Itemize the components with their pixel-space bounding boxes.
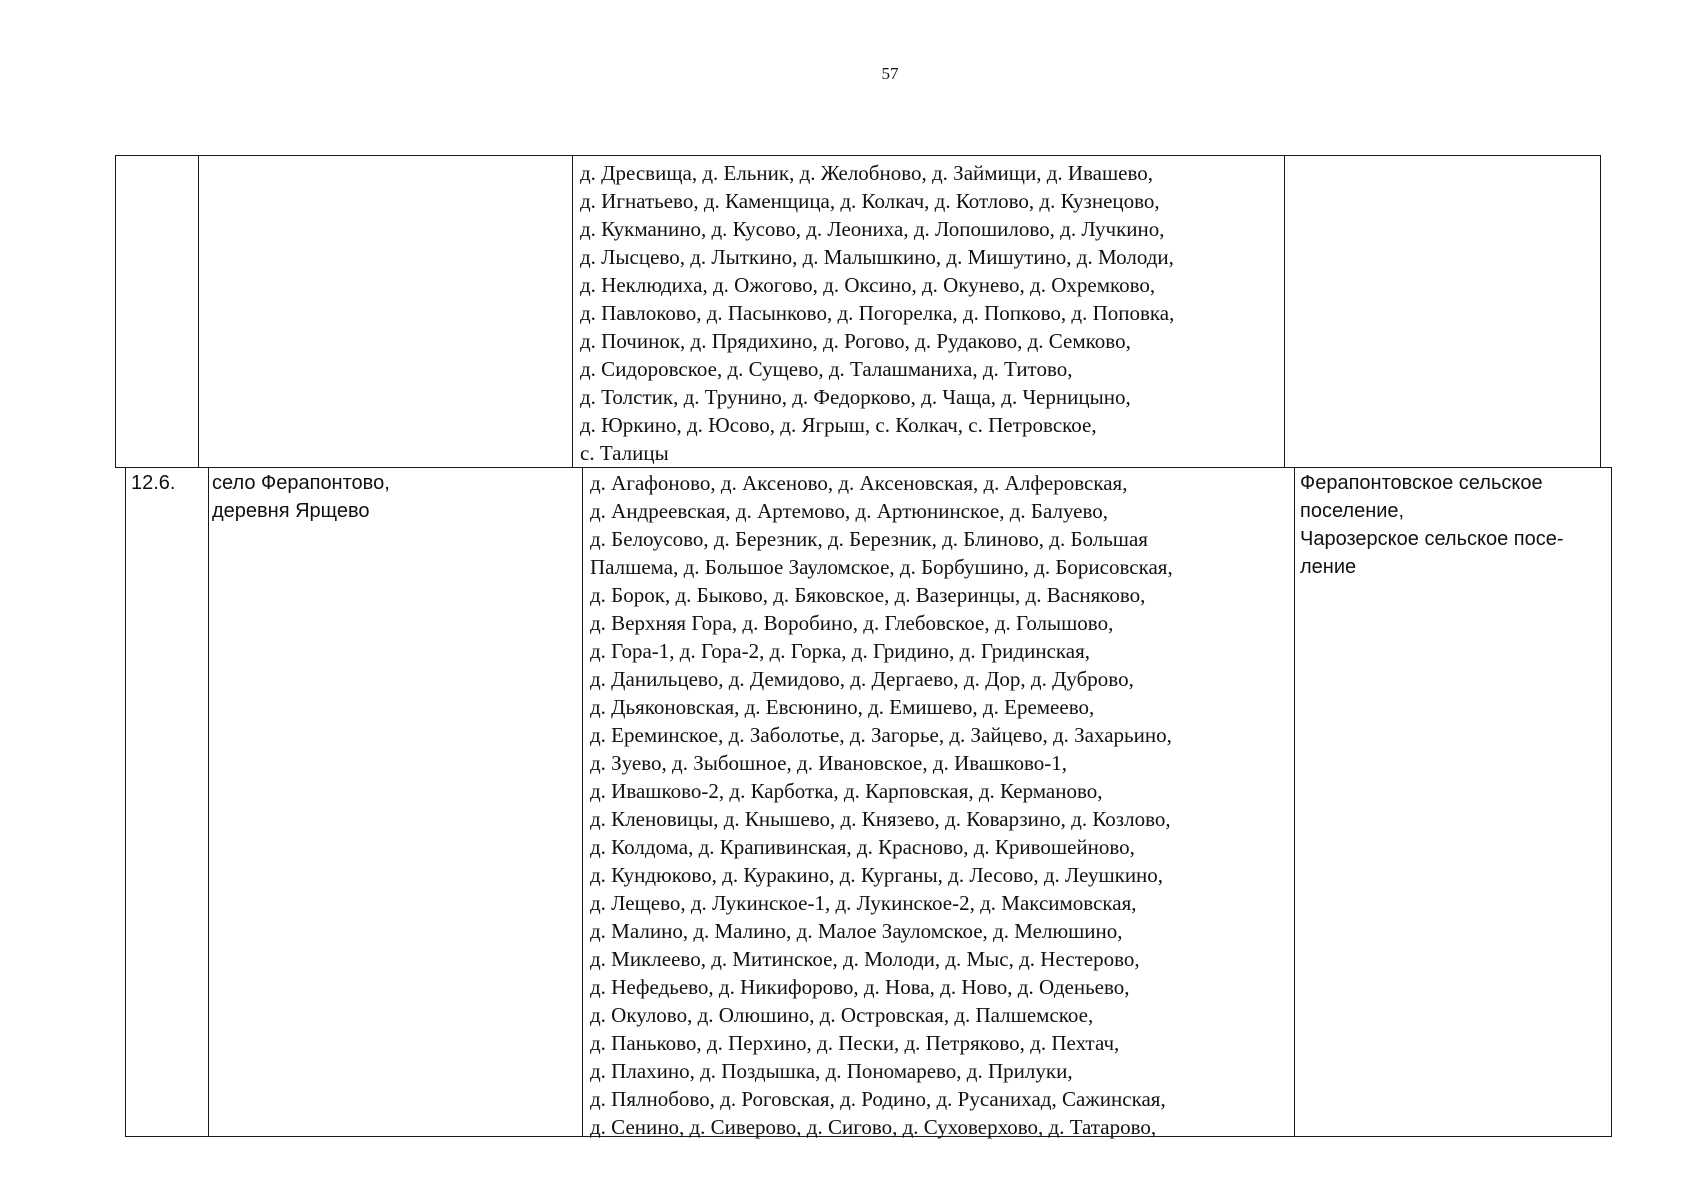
column-divider xyxy=(582,468,583,1136)
settlements-line: д. Миклеево, д. Митинское, д. Молоди, д. Мыс, д. Нестерово, xyxy=(590,947,1140,971)
settlements-line: д. Верхняя Гора, д. Воробино, д. Глебовское, д. Голышово, xyxy=(590,611,1114,635)
settlements-line: д. Ереминское, д. Заболотье, д. Загорье, д. Зайцево, д. Захарьино, xyxy=(590,723,1172,747)
settlements-line: с. Талицы xyxy=(580,441,669,465)
settlements-line: д. Дресвища, д. Ельник, д. Желобново, д. Займищи, д. Ивашево, xyxy=(580,161,1154,185)
settlements-line: д. Гора-1, д. Гора-2, д. Горка, д. Гридино, д. Гридинская, xyxy=(590,639,1091,663)
table-row-continuation xyxy=(115,155,1601,468)
settlements-line: д. Белоусово, д. Березник, д. Березник, д. Блиново, д. Большая xyxy=(590,527,1148,551)
settlements-line: д. Кленовицы, д. Кнышево, д. Князево, д. Коварзино, д. Козлово, xyxy=(590,807,1171,831)
locality-name-line: село Ферапонтово, xyxy=(212,472,390,494)
settlements-line: д. Кундюково, д. Куракино, д. Курганы, д. Лесово, д. Леушкино, xyxy=(590,863,1164,887)
settlements-line: д. Окулово, д. Олюшино, д. Островская, д. Палшемское, xyxy=(590,1003,1094,1027)
column-divider xyxy=(1294,468,1295,1136)
settlements-line: д. Павлоково, д. Пасынково, д. Погорелка, д. Попково, д. Поповка, xyxy=(580,301,1175,325)
column-divider xyxy=(572,156,573,467)
settlements-line: д. Агафоново, д. Аксеново, д. Аксеновская, д. Алферовская, xyxy=(590,471,1128,495)
municipality-line: Ферапонтовское сельское xyxy=(1300,472,1543,494)
column-divider xyxy=(208,468,209,1136)
settlements-cell xyxy=(580,159,1174,467)
settlements-line: д. Зуево, д. Зыбошное, д. Ивановское, д. Ивашково-1, xyxy=(590,751,1068,775)
municipality-line: поселение, xyxy=(1300,500,1405,522)
municipality-cell xyxy=(1300,469,1564,581)
settlements-line: д. Лещево, д. Лукинское-1, д. Лукинское-2, д. Максимовская, xyxy=(590,891,1137,915)
row-number: 12.6. xyxy=(131,472,176,494)
settlements-line: д. Данильцево, д. Демидово, д. Дергаево, д. Дор, д. Дуброво, xyxy=(590,667,1134,691)
settlements-line: д. Сидоровское, д. Сущево, д. Талашманиха, д. Титово, xyxy=(580,357,1073,381)
settlements-line: д. Борок, д. Быково, д. Бяковское, д. Вазеринцы, д. Васняково, xyxy=(590,583,1146,607)
settlements-line: д. Игнатьево, д. Каменщица, д. Колкач, д. Котлово, д. Кузнецово, xyxy=(580,189,1160,213)
settlements-line: д. Кукманино, д. Кусово, д. Леониха, д. Лопошилово, д. Лучкино, xyxy=(580,217,1165,241)
settlements-line: д. Лысцево, д. Лыткино, д. Малышкино, д. Мишутино, д. Молоди, xyxy=(580,245,1174,269)
settlements-line: Палшема, д. Большое Зауломское, д. Борбушино, д. Борисовская, xyxy=(590,555,1173,579)
settlements-line: д. Колдома, д. Крапивинская, д. Красново, д. Кривошейново, xyxy=(590,835,1135,859)
settlements-cell xyxy=(590,469,1173,1141)
table-row-12-6 xyxy=(125,467,1612,1137)
row-number-cell xyxy=(131,469,175,497)
column-divider xyxy=(1284,156,1285,467)
locality-name-line: деревня Ярщево xyxy=(212,500,370,522)
settlements-line: д. Плахино, д. Поздышка, д. Пономарево, д. Прилуки, xyxy=(590,1059,1073,1083)
settlements-line: д. Починок, д. Прядихино, д. Рогово, д. Рудаково, д. Семково, xyxy=(580,329,1131,353)
municipality-line: ление xyxy=(1300,556,1357,578)
settlements-line: д. Нефедьево, д. Никифорово, д. Нова, д. Ново, д. Оденьево, xyxy=(590,975,1130,999)
settlements-line: д. Ивашково-2, д. Карботка, д. Карповская, д. Керманово, xyxy=(590,779,1103,803)
settlements-line: д. Андреевская, д. Артемово, д. Артюнинское, д. Балуево, xyxy=(590,499,1109,523)
settlements-line: д. Сенино, д. Сиверово, д. Сигово, д. Суховерхово, д. Татарово, xyxy=(590,1115,1157,1139)
settlements-line: д. Малино, д. Малино, д. Малое Зауломское, д. Мелюшино, xyxy=(590,919,1123,943)
settlements-line: д. Неклюдиха, д. Ожогово, д. Оксино, д. Окунево, д. Охремково, xyxy=(580,273,1156,297)
settlements-line: д. Пялнобово, д. Роговская, д. Родино, д. Русанихад, Сажинская, xyxy=(590,1087,1166,1111)
page-number: 57 xyxy=(881,64,899,83)
settlements-line: д. Юркино, д. Юсово, д. Ягрыш, с. Колкач, с. Петровское, xyxy=(580,413,1097,437)
column-divider xyxy=(198,156,199,467)
locality-name-cell xyxy=(212,469,390,525)
settlements-line: д. Паньково, д. Перхино, д. Пески, д. Петряково, д. Пехтач, xyxy=(590,1031,1120,1055)
settlements-line: д. Толстик, д. Трунино, д. Федорково, д. Чаща, д. Черницыно, xyxy=(580,385,1131,409)
municipality-line: Чарозерское сельское посе- xyxy=(1300,528,1564,550)
settlements-line: д. Дьяконовская, д. Евсюнино, д. Емишево, д. Еремеево, xyxy=(590,695,1095,719)
